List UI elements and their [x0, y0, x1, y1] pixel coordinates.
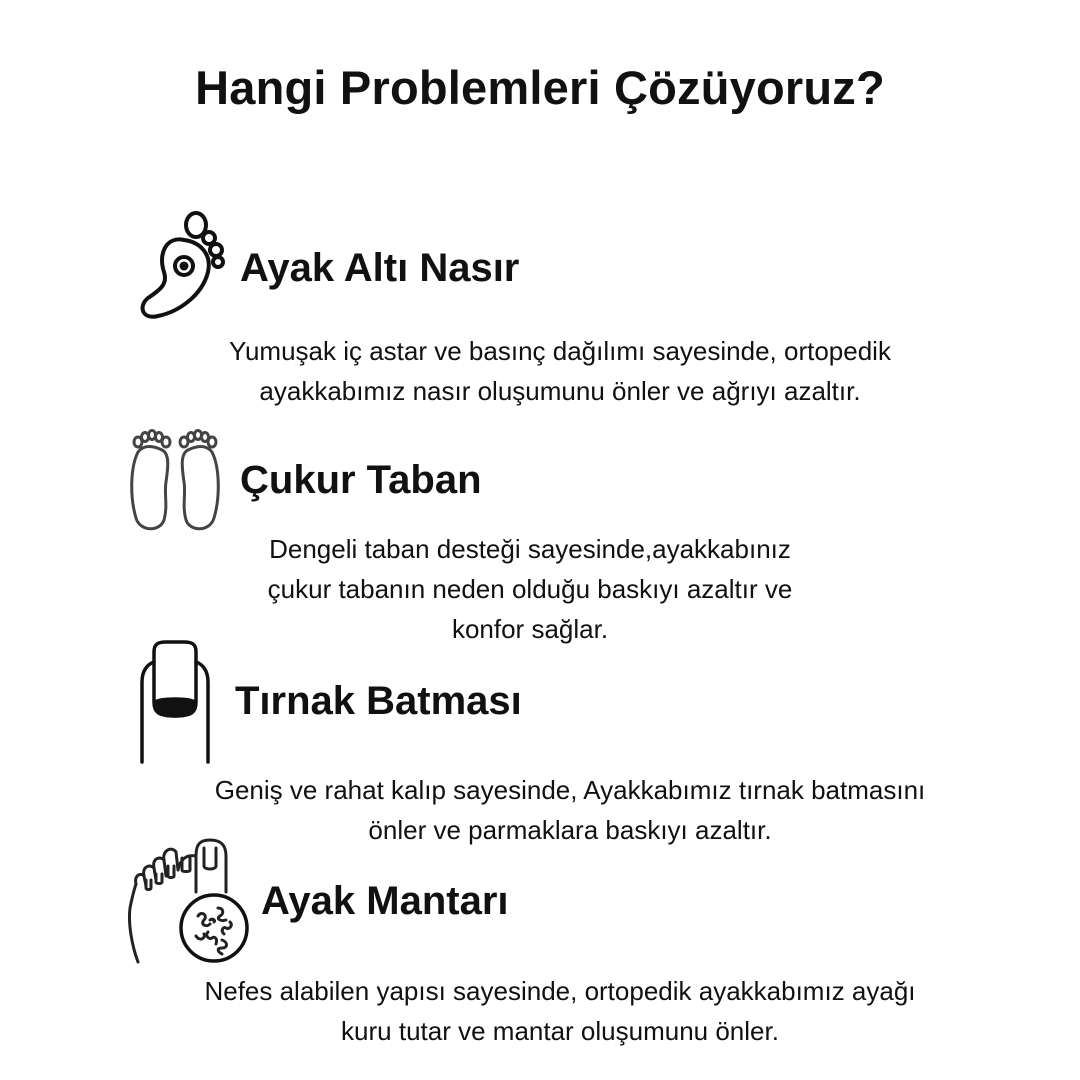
flat-feet-icon: [126, 428, 224, 534]
section-description-flat-feet: [200, 529, 860, 649]
description-line: Nefes alabilen yapısı sayesinde, ortopedik ayakkabımız ayağı: [204, 976, 916, 1006]
section-heading-flat-feet: Çukur Taban: [240, 458, 482, 502]
foot-fungus-icon: [124, 836, 254, 966]
section-description-corn: [160, 331, 960, 411]
description-line: Yumuşak iç astar ve basınç dağılımı sayesinde, ortopedik: [229, 336, 891, 366]
description-line: önler ve parmaklara baskıyı azaltır.: [368, 815, 772, 845]
description-line: ayakkabımız nasır oluşumunu önler ve ağrıyı azaltır.: [259, 376, 861, 406]
description-line: kuru tutar ve mantar oluşumunu önler.: [341, 1016, 779, 1046]
section-heading-foot-fungus: Ayak Mantarı: [261, 879, 509, 923]
description-line: konfor sağlar.: [451, 614, 609, 644]
description-line: Geniş ve rahat kalıp sayesinde, Ayakkabımız tırnak batmasını: [214, 775, 926, 805]
section-description-ingrown-nail: [150, 770, 990, 850]
description-line: çukur tabanın neden olduğu baskıyı azaltır ve: [267, 574, 793, 604]
toenail-icon: [138, 638, 212, 764]
section-description-foot-fungus: [130, 971, 990, 1051]
foot-sole-icon: [136, 210, 232, 322]
page-title: Hangi Problemleri Çözüyoruz?: [195, 61, 885, 114]
section-heading-ingrown-nail: Tırnak Batması: [235, 679, 522, 723]
section-heading-corn: Ayak Altı Nasır: [240, 246, 520, 290]
description-line: Dengeli taban desteği sayesinde,ayakkabınız: [269, 534, 791, 564]
